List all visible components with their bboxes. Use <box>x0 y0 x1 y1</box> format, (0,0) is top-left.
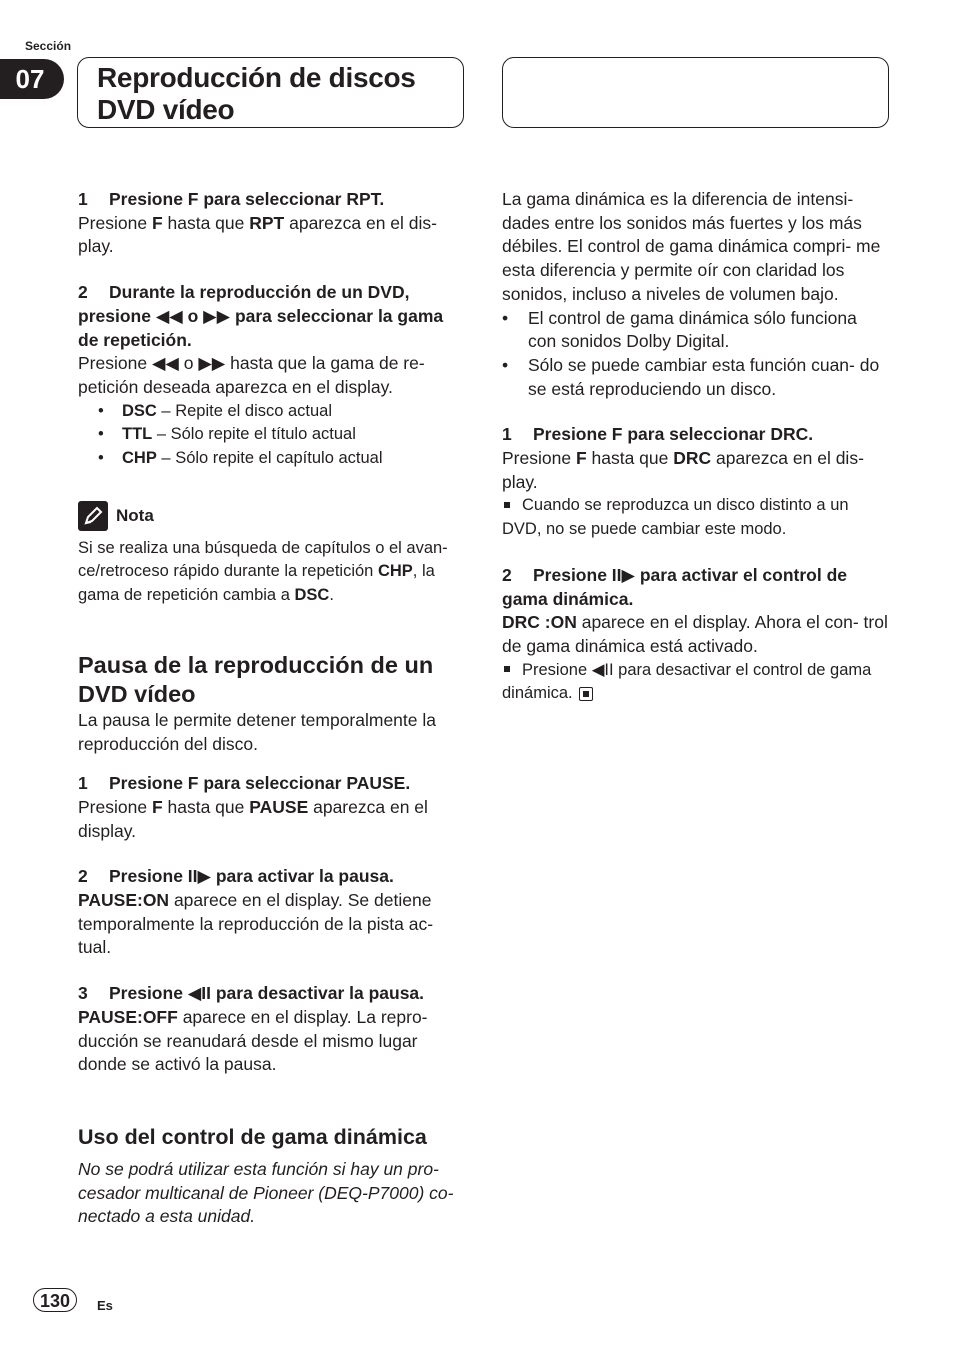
page-title-line2: DVD vídeo <box>97 94 235 125</box>
step-range-title: 2 Durante la reproducción de un DVD, presione ◀◀ o ▶▶ para seleccionar la gama de repetición. <box>78 282 444 350</box>
page-number: 130 <box>33 1288 77 1312</box>
step-pause-on-title: 2 Presione II▶ para activar la pausa. <box>78 866 394 887</box>
step-drc-on-body: DRC :ON aparece en el display. Ahora el con- trol de gama dinámica está activado. <box>502 612 888 656</box>
left-column <box>78 188 468 1229</box>
language-code: Es <box>97 1298 113 1313</box>
section-heading-pause: Pausa de la reproducción de un DVD vídeo <box>78 651 434 707</box>
square-bullet-icon <box>504 666 510 672</box>
step-rpt-title: 1 Presione F para seleccionar RPT. <box>78 189 385 209</box>
drc-intro: La gama dinámica es la diferencia de intensi- dades entre los sonidos más fuertes y los más débiles. El control de gama dinámica compri- me esta diferencia y permite oír con claridad los sonidos, incluso a niveles de volumen bajo. <box>502 189 881 304</box>
list-item: • Sólo se puede cambiar esta función cuan- do se está reproduciendo un disco. <box>502 354 888 401</box>
drc-bullets <box>502 307 888 402</box>
step-drc-select-body: Presione F hasta que DRC aparezca en el dis- play. <box>502 448 864 492</box>
note-body: Si se realiza una búsqueda de capítulos o el avan- ce/retroceso rápido durante la repetición CHP, la gama de repetición cambia a DSC. <box>78 538 448 605</box>
step-pause-off-body: PAUSE:OFF aparece en el display. La repro- ducción se reanudará desde el mismo lugar donde se activó la pausa. <box>78 1006 428 1075</box>
step-pause-off-title: 3 Presione ◀II para desactivar la pausa. <box>78 983 425 1004</box>
section-label: Sección <box>25 39 72 53</box>
step-drc-select-title: 1 Presione F para seleccionar DRC. <box>502 424 814 445</box>
chapter-title-box <box>77 57 464 128</box>
note-pencil-icon <box>78 501 108 531</box>
section-number-badge: 07 <box>0 59 64 99</box>
drc-off-note: Presione ◀II para desactivar el control de gama dinámica. <box>502 660 872 703</box>
step-drc-on-title: 2 Presione II▶ para activar el control de gama dinámica. <box>502 564 848 609</box>
section-heading-drc: Uso del control de gama dinámica <box>78 1124 427 1149</box>
pause-intro: La pausa le permite detener temporalmente la reproducción del disco. <box>78 709 436 754</box>
page-title-line1: Reproducción de discos <box>97 62 416 93</box>
end-of-section-icon <box>579 687 593 701</box>
step-rpt-body: Presione F hasta que RPT aparezca en el dis- play. <box>78 212 437 257</box>
square-bullet-icon <box>504 502 510 508</box>
step-range-body: Presione ◀◀ o ▶▶ hasta que la gama de re- petición deseada aparezca en el display. <box>78 353 425 397</box>
step-pause-select-body: Presione F hasta que PAUSE aparezca en el display. <box>78 796 428 841</box>
step-pause-on-body: PAUSE:ON aparece en el display. Se detiene temporalmente la reproducción de la pista ac- tual. <box>78 890 434 958</box>
page-title <box>97 62 416 126</box>
list-item: • TTL – Sólo repite el título actual <box>78 423 468 447</box>
step-pause-select-title: 1 Presione F para seleccionar PAUSE. <box>78 773 411 794</box>
drc-select-note: Cuando se reproduzca un disco distinto a un DVD, no se puede cambiar este modo. <box>502 496 849 539</box>
note-heading: Nota <box>78 501 468 531</box>
list-item: • CHP – Sólo repite el capítulo actual <box>78 447 468 471</box>
list-item: • DSC – Repite el disco actual <box>78 400 468 424</box>
drc-warning: No se podrá utilizar esta función si hay un pro- cesador multicanal de Pioneer (DEQ-P7000) co- nectado a esta unidad. <box>78 1158 454 1227</box>
empty-header-box <box>502 57 889 128</box>
list-item: • El control de gama dinámica sólo funciona con sonidos Dolby Digital. <box>502 307 888 354</box>
right-column <box>502 188 888 706</box>
repeat-range-list <box>78 400 468 471</box>
